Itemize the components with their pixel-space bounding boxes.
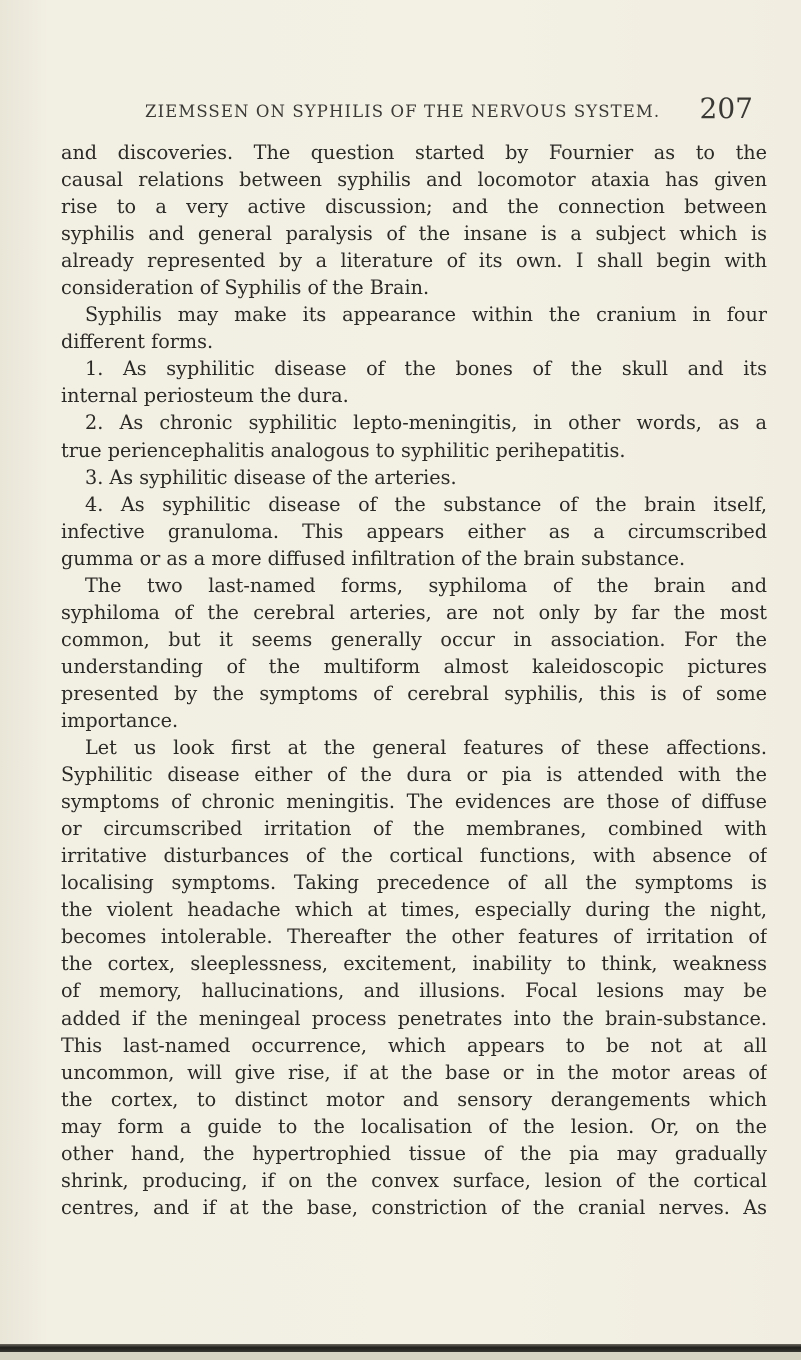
text-line: 2. As chronic syphilitic lepto-meningitis, in other words, as a: [85, 411, 767, 435]
text-line: or circumscribed irritation of the membranes, combined with: [61, 817, 767, 841]
text-line: centres, and if at the base, constriction of the cranial nerves. As: [61, 1195, 767, 1219]
text-line: internal periosteum the dura.: [61, 384, 349, 408]
text-line: added if the meningeal process penetrates into the brain-substance.: [61, 1006, 767, 1030]
text-line: already represented by a literature of its own. I shall begin with: [61, 249, 767, 273]
text-line: The two last-named forms, syphiloma of the brain and: [85, 573, 767, 597]
text-line: and discoveries. The question started by Fournier as to the: [61, 141, 767, 164]
text-line: shrink, producing, if on the convex surface, lesion of the cortical: [61, 1168, 767, 1192]
text-line: different forms.: [61, 330, 214, 354]
text-line: presented by the symptoms of cerebral syphilis, this is of some: [61, 681, 767, 705]
bottom-edge-shadow: [0, 1344, 801, 1352]
text-line: irritative disturbances of the cortical functions, with absence of: [61, 844, 767, 868]
text-line: localising symptoms. Taking precedence of all the symptoms is: [61, 871, 767, 895]
text-line: 4. As syphilitic disease of the substance of the brain itself,: [85, 492, 767, 516]
text-line: the cortex, to distinct motor and sensory derangements which: [61, 1087, 767, 1111]
text-line: may form a guide to the localisation of the lesion. Or, on the: [61, 1114, 767, 1138]
text-line: gumma or as a more diffused infiltration of the brain substance.: [61, 546, 686, 570]
text-line: infective granuloma. This appears either as a circumscribed: [61, 519, 767, 543]
text-line: 3. As syphilitic disease of the arteries.: [85, 465, 457, 489]
text-line: rise to a very active discussion; and the connection between: [61, 195, 767, 219]
text-line: Syphilis may make its appearance within the cranium in four: [85, 303, 767, 327]
text-line: 1. As syphilitic disease of the bones of the skull and its: [85, 357, 767, 381]
text-line: common, but it seems generally occur in association. For the: [61, 627, 767, 651]
text-line: the violent headache which at times, especially during the night,: [61, 898, 767, 922]
text-line: true periencephalitis analogous to syphilitic perihepatitis.: [61, 438, 626, 462]
text-line: of memory, hallucinations, and illusions. Focal lesions may be: [61, 979, 767, 1003]
text-line: the cortex, sleeplessness, excitement, inability to think, weakness: [61, 952, 767, 976]
text-line: Let us look first at the general features of these affections.: [85, 736, 767, 760]
bottom-margin: [0, 1352, 801, 1360]
body-text: [61, 139, 767, 1221]
text-line: other hand, the hypertrophied tissue of the pia may gradually: [61, 1141, 767, 1165]
text-line: syphilis and general paralysis of the insane is a subject which is: [61, 222, 767, 246]
running-head: ZIEMSSEN ON SYPHILIS OF THE NERVOUS SYSTEM.: [145, 102, 661, 121]
text-line: becomes intolerable. Thereafter the other features of irritation of: [61, 925, 767, 949]
text-line: Syphilitic disease either of the dura or pia is attended with the: [61, 763, 767, 787]
page-number: 207: [699, 92, 753, 125]
text-line: importance.: [61, 708, 179, 732]
text-line: understanding of the multiform almost kaleidoscopic pictures: [61, 654, 767, 678]
text-line: syphiloma of the cerebral arteries, are not only by far the most: [61, 600, 767, 624]
text-line: consideration of Syphilis of the Brain.: [61, 276, 430, 300]
text-line: causal relations between syphilis and locomotor ataxia has given: [61, 168, 767, 192]
text-line: This last-named occurrence, which appears to be not at all: [61, 1033, 767, 1057]
text-line: uncommon, will give rise, if at the base or in the motor areas of: [61, 1060, 767, 1084]
text-line: symptoms of chronic meningitis. The evidences are those of diffuse: [61, 790, 767, 814]
page-header: [145, 92, 765, 132]
